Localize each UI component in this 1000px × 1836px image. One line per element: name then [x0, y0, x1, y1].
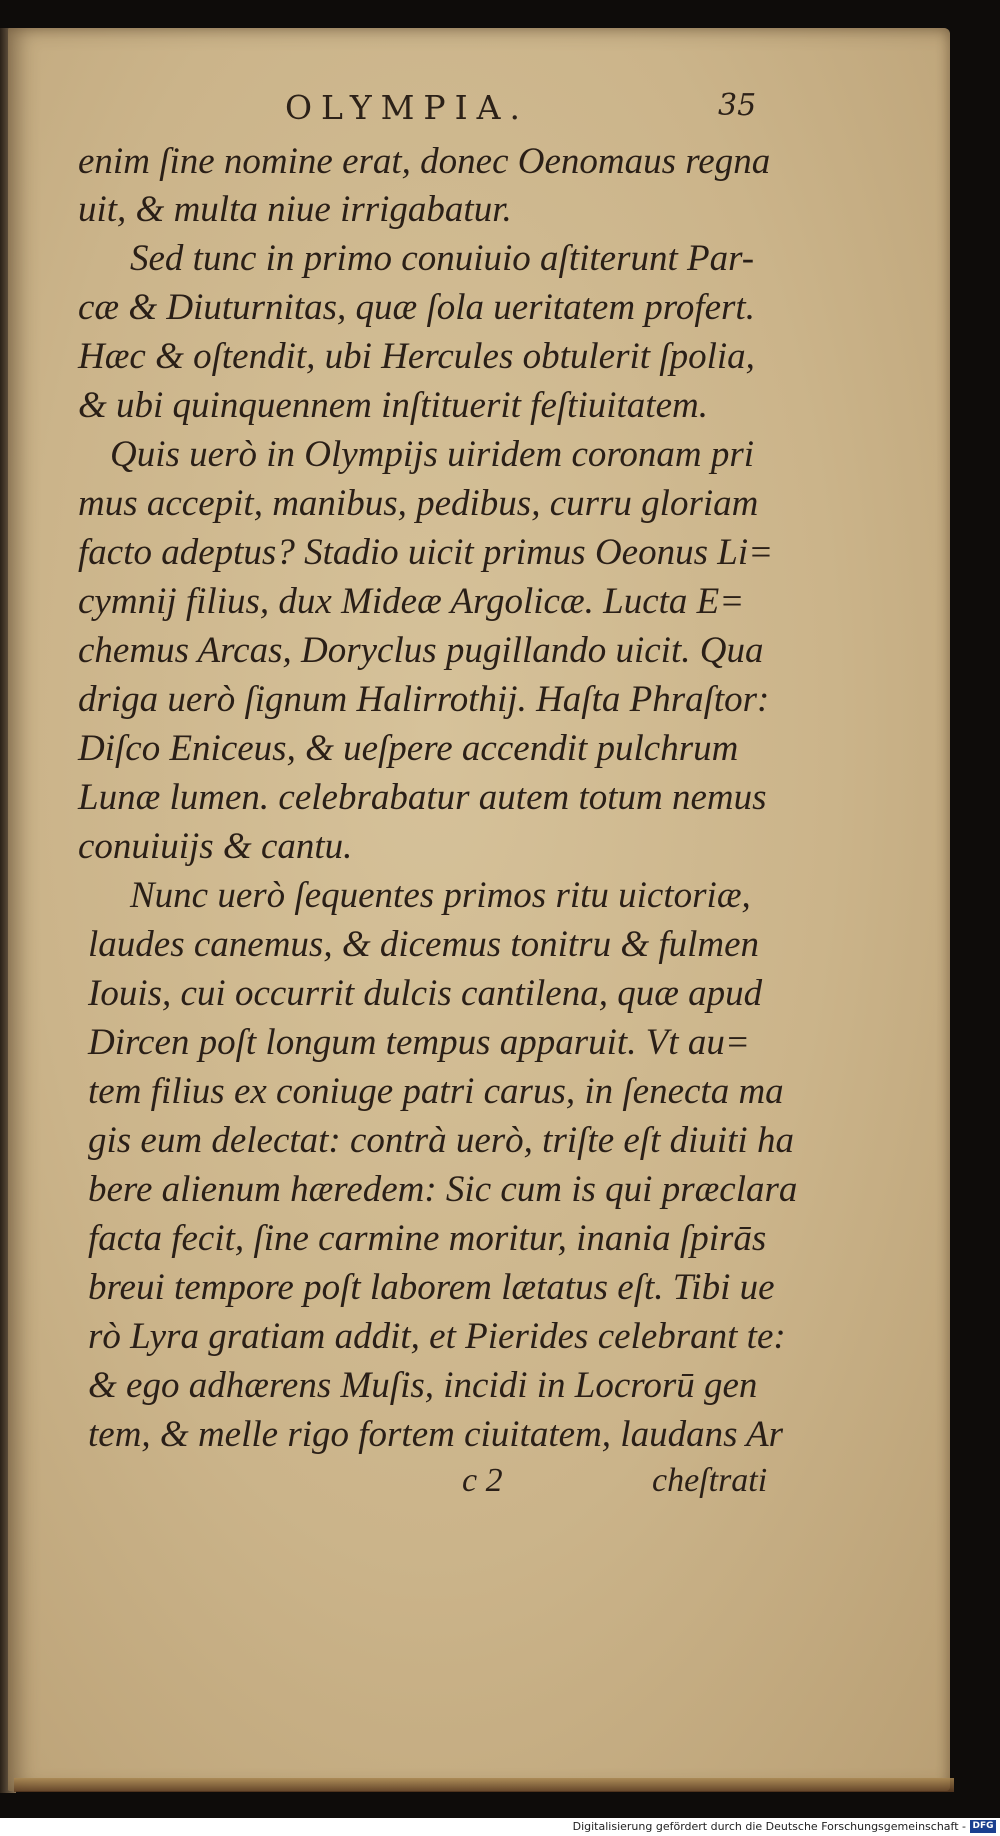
text-line: Lunæ lumen. celebrabatur autem totum nemus — [78, 777, 767, 818]
page-bottom-edge — [14, 1778, 954, 1792]
text-line: gis eum delectat: contrà uerò, triſte eſt diuiti ha — [88, 1120, 794, 1161]
text-line: cymnij filius, dux Mideæ Argolicæ. Lucta E= — [78, 581, 745, 622]
text-line: facto adeptus? Stadio uicit primus Oeonus Li= — [78, 532, 774, 573]
text-line: rò Lyra gratiam addit, et Pierides celebrant te: — [88, 1316, 786, 1357]
page-number: 35 — [718, 88, 757, 123]
text-line: conuiuijs & cantu. — [78, 826, 353, 867]
text-line: driga uerò ſignum Halirrothij. Haſta Phraſtor: — [78, 679, 770, 720]
text-line: tem, & melle rigo fortem ciuitatem, laudans Ar — [88, 1414, 784, 1455]
text-line: Quis uerò in Olympijs uiridem coronam pri — [110, 434, 755, 475]
text-line: & ego adhærens Muſis, incidi in Locrorū gen — [88, 1365, 758, 1406]
running-head: OLYMPIA. — [285, 88, 529, 127]
text-line: chemus Arcas, Doryclus pugillando uicit. Qua — [78, 630, 764, 671]
text-line: & ubi quinquennem inſtituerit feſtiuitatem. — [78, 385, 708, 426]
text-line: mus accepit, manibus, pedibus, curru gloriam — [78, 483, 759, 524]
text-line: Nunc uerò ſequentes primos ritu uictoriæ, — [130, 875, 751, 916]
text-line: bere alienum hæredem: Sic cum is qui præclara — [88, 1169, 798, 1210]
text-line: Sed tunc in primo conuiuio aſtiterunt Par- — [130, 238, 755, 279]
text-line: tem filius ex coniuge patri carus, in ſenecta ma — [88, 1071, 784, 1112]
text-line: Hæc & oſtendit, ubi Hercules obtulerit ſpolia, — [78, 336, 755, 377]
text-line: enim ſine nomine erat, donec Oenomaus regna — [78, 141, 771, 182]
text-line: Dircen poſt longum tempus apparuit. Vt au= — [88, 1022, 750, 1063]
digitization-credit: Digitalisierung gefördert durch die Deutsche Forschungsgemeinschaft - — [572, 1820, 966, 1833]
text-line: uit, & multa niue irrigabatur. — [78, 189, 512, 230]
text-line: facta fecit, ſine carmine moritur, inania ſpirās — [88, 1218, 767, 1259]
text-line: cæ & Diuturnitas, quæ ſola ueritatem profert. — [78, 287, 755, 328]
text-line: Iouis, cui occurrit dulcis cantilena, quæ apud — [88, 973, 763, 1014]
text-line: Diſco Eniceus, & ueſpere accendit pulchrum — [78, 728, 739, 769]
catchword: cheſtrati — [652, 1462, 768, 1499]
signature-mark: c 2 — [462, 1462, 503, 1499]
dfg-logo-icon: DFG — [970, 1820, 996, 1833]
text-line: breui tempore poſt laborem lætatus eſt. Tibi ue — [88, 1267, 775, 1308]
text-line: laudes canemus, & dicemus tonitru & fulmen — [88, 924, 760, 965]
